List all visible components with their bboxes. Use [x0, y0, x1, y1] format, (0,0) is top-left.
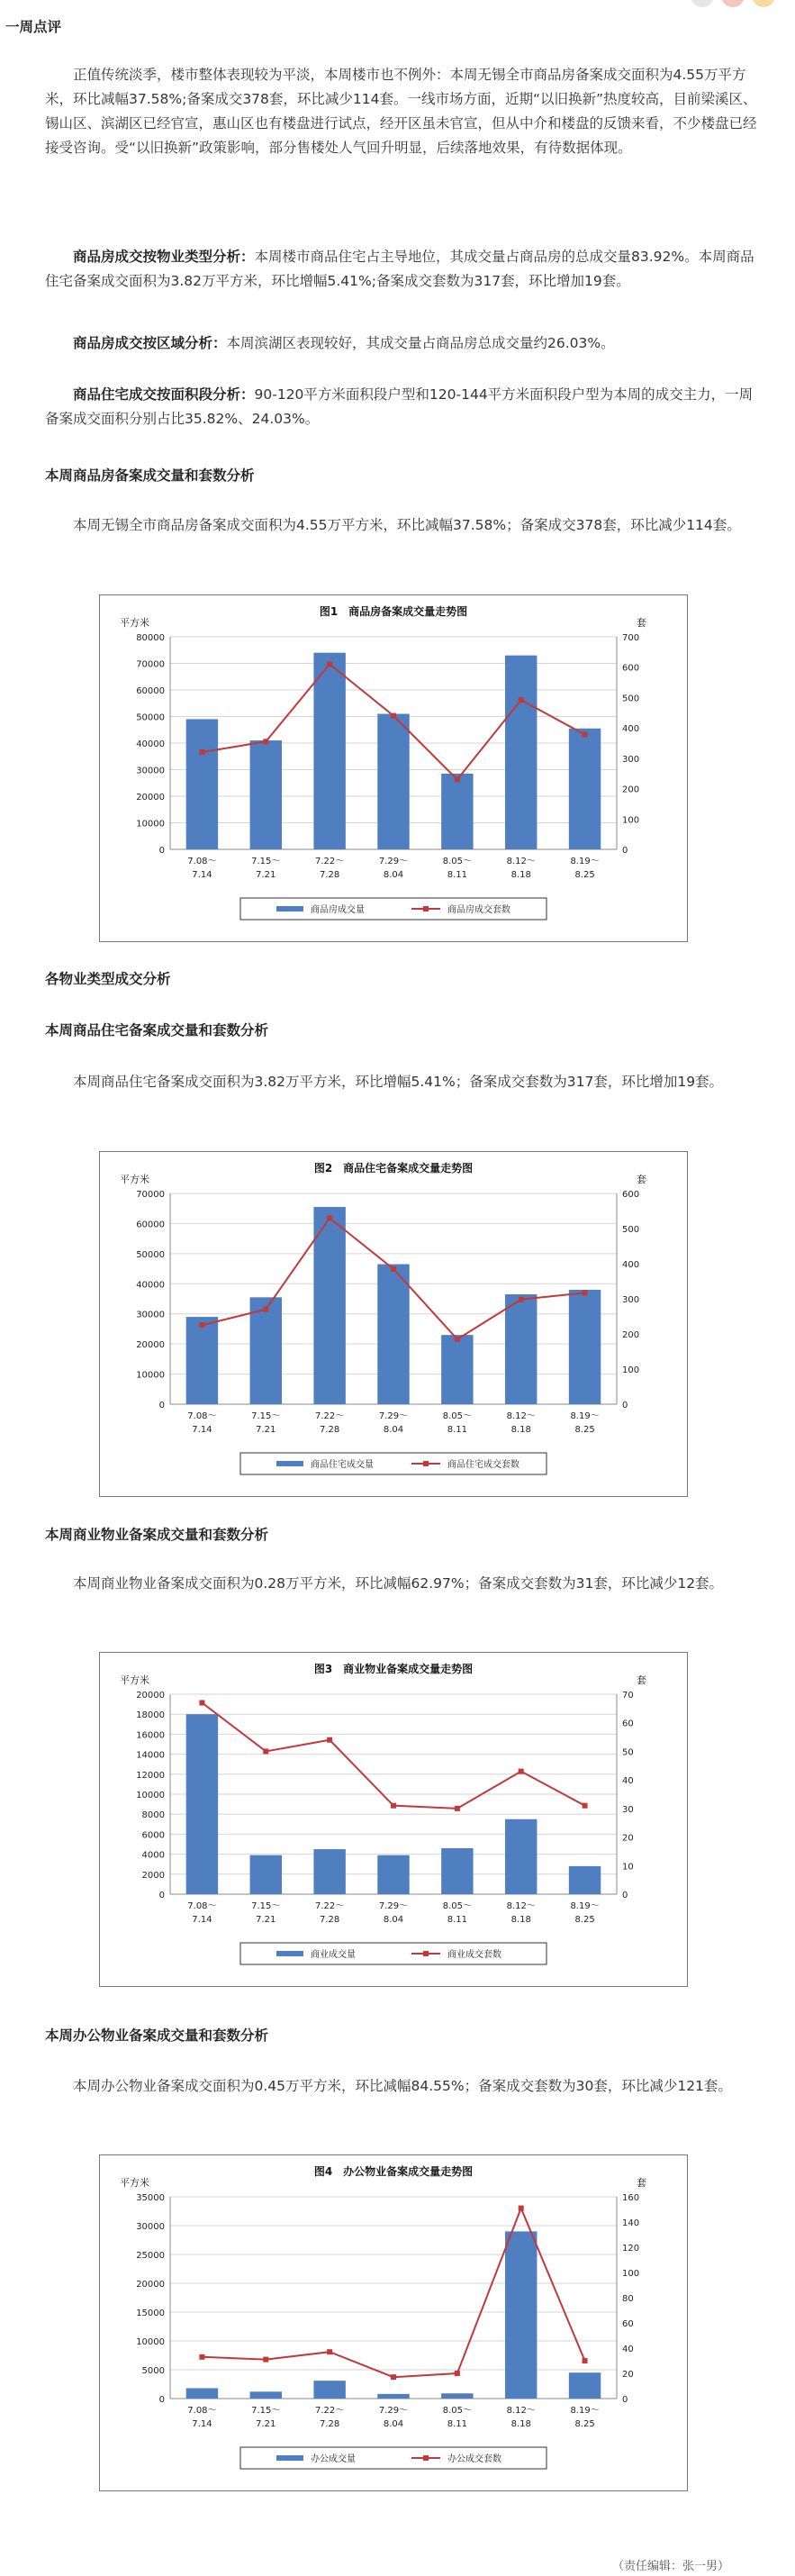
y-left-tick-label: 5000 — [141, 2366, 165, 2376]
y-left-tick-label: 18000 — [136, 1710, 165, 1721]
y-right-tick-label: 400 — [622, 1260, 640, 1270]
x-tick-label: 8.19～ — [570, 1411, 600, 1421]
y-right-tick-label: 200 — [622, 1330, 640, 1340]
chart-title: 图2 商品住宅备案成交量走势图 — [313, 1162, 474, 1175]
bar — [505, 1819, 537, 1894]
legend-line-marker — [423, 2455, 429, 2461]
x-tick-label: 7.28 — [320, 1425, 340, 1435]
legend-bar-swatch — [276, 1461, 303, 1466]
y-right-tick-label: 600 — [622, 663, 640, 674]
y-right-label: 套 — [637, 617, 646, 629]
bar — [250, 1297, 282, 1404]
y-left-tick-label: 6000 — [141, 1830, 165, 1841]
y-left-tick-label: 0 — [158, 846, 165, 856]
line-point — [391, 713, 396, 719]
x-tick-label: 7.29～ — [378, 1411, 409, 1421]
y-left-tick-label: 14000 — [136, 1750, 165, 1761]
bar — [505, 1294, 537, 1404]
x-tick-label: 8.05～ — [442, 857, 472, 866]
y-left-label: 平方米 — [120, 1174, 149, 1185]
y-right-tick-label: 80 — [622, 2294, 634, 2304]
line-point — [583, 1803, 588, 1809]
x-tick-label: 8.18 — [510, 1915, 531, 1925]
y-right-tick-label: 140 — [622, 2218, 640, 2228]
x-tick-label: 8.19～ — [570, 857, 600, 866]
bar — [377, 1265, 409, 1404]
y-left-tick-label: 15000 — [136, 2308, 165, 2318]
region-analysis-text: 本周滨湖区表现较好，其成交量占商品房总成交量约26.03%。 — [226, 335, 615, 351]
bar — [505, 2231, 537, 2399]
y-right-tick-label: 30 — [622, 1804, 634, 1815]
total-paragraph: 本周无锡全市商品房备案成交面积为4.55万平方米，环比减幅37.58%；备案成交378套，环比减少114套。 — [73, 517, 741, 533]
type-analysis-paragraph — [45, 245, 765, 294]
x-tick-label: 7.14 — [192, 870, 212, 880]
y-left-tick-label: 25000 — [136, 2251, 165, 2261]
y-left-tick-label: 10000 — [136, 1370, 165, 1381]
heading-commercial: 本周商业物业备案成交量和套数分析 — [45, 1527, 269, 1543]
bar — [250, 2391, 282, 2399]
legend-line-marker — [423, 906, 429, 912]
x-tick-label: 7.14 — [192, 1915, 212, 1925]
line-point — [327, 1737, 332, 1743]
x-tick-label: 8.12～ — [506, 1901, 536, 1911]
bar — [441, 1335, 473, 1404]
x-tick-label: 7.22～ — [315, 1901, 345, 1911]
line-point — [199, 2354, 204, 2360]
editor-credit: （责任编辑：张一男） — [612, 2560, 730, 2573]
legend-bar-swatch — [276, 906, 303, 912]
legend-bar-label: 商品住宅成交量 — [311, 1460, 374, 1470]
y-right-tick-label: 0 — [622, 1891, 628, 1900]
y-right-tick-label: 0 — [622, 2395, 628, 2405]
line-point — [391, 1266, 396, 1272]
bar — [377, 2394, 409, 2399]
x-tick-label: 7.14 — [192, 2419, 212, 2429]
y-left-tick-label: 30000 — [136, 1310, 165, 1320]
y-left-tick-label: 8000 — [141, 1810, 165, 1821]
x-tick-label: 8.18 — [510, 1425, 531, 1435]
legend-line-marker — [423, 1461, 429, 1466]
legend-line-label: 商品住宅成交套数 — [447, 1460, 519, 1470]
bar — [313, 1849, 345, 1894]
bar — [569, 729, 601, 849]
line-point — [263, 1307, 268, 1312]
chart-1 — [100, 595, 687, 941]
area-analysis-text: 90-120平方米面积段户型和120-144平方米面积段户型为本周的成交主力，一周备案成交面积分别占比35.82%、24.03%。 — [45, 386, 754, 427]
x-tick-label: 7.14 — [192, 1425, 212, 1435]
y-left-tick-label: 0 — [158, 2395, 165, 2405]
line-point — [327, 661, 332, 667]
intro-paragraph: 正值传统淡季，楼市整体表现较为平淡，本周楼市也不例外：本周无锡全市商品房备案成交面积为4.55万平方米，环比减幅37.58%;备案成交378套，环比减少114套。一线市场方面，近期“以旧换新”热度较高，目前梁溪区、锡山区、滨湖区已经官宣，惠山区也有楼盘进行试点，经开区虽未官宣，但从中介和楼盘的反馈来看，不少楼盘已经接受咨询。受“以旧换新”政策影响，部分售楼处人气回升明显，后续落地效果，有待数据体现。 — [45, 67, 757, 156]
y-right-tick-label: 120 — [622, 2244, 640, 2254]
y-left-tick-label: 16000 — [136, 1730, 165, 1741]
bar — [313, 2381, 345, 2399]
share-icon-c[interactable] — [752, 0, 775, 7]
y-left-tick-label: 30000 — [136, 2222, 165, 2232]
y-right-label: 套 — [637, 1674, 646, 1686]
bar — [186, 1317, 218, 1404]
legend-line-label: 商业成交套数 — [447, 1950, 501, 1960]
x-tick-label: 8.25 — [574, 2419, 595, 2429]
bar — [313, 1207, 345, 1404]
y-left-tick-label: 40000 — [136, 1280, 165, 1291]
legend-line-label: 商品房成交套数 — [447, 905, 510, 915]
y-left-tick-label: 60000 — [136, 1220, 165, 1230]
y-right-tick-label: 100 — [622, 1365, 640, 1375]
chart-3 — [100, 1653, 687, 1986]
y-left-tick-label: 10000 — [136, 2337, 165, 2347]
x-tick-label: 8.11 — [447, 1915, 467, 1925]
x-tick-label: 8.05～ — [442, 2406, 472, 2416]
y-right-tick-label: 0 — [622, 1401, 628, 1410]
figure-4 — [99, 2154, 688, 2491]
line-point — [455, 1806, 460, 1811]
bar — [250, 740, 282, 849]
x-tick-label: 8.04 — [383, 1915, 404, 1925]
y-right-tick-label: 600 — [622, 1190, 640, 1200]
x-tick-label: 7.15～ — [251, 2406, 281, 2416]
line-point — [519, 697, 524, 703]
y-right-tick-label: 400 — [622, 724, 640, 735]
residential-paragraph: 本周商品住宅备案成交面积为3.82万平方米，环比增幅5.41%；备案成交套数为317套，环比增加19套。 — [73, 1074, 724, 1090]
legend-bar-label: 商业成交量 — [311, 1950, 356, 1960]
line-point — [391, 1803, 396, 1809]
bar — [569, 1290, 601, 1404]
x-tick-label: 7.08～ — [187, 2406, 217, 2416]
x-tick-label: 7.29～ — [378, 1901, 409, 1911]
y-right-tick-label: 160 — [622, 2193, 640, 2203]
series-line — [202, 1703, 584, 1809]
x-tick-label: 8.04 — [383, 2419, 404, 2429]
y-right-tick-label: 0 — [622, 846, 628, 856]
y-right-tick-label: 500 — [622, 694, 640, 704]
figure-3 — [99, 1652, 688, 1987]
x-tick-label: 8.04 — [383, 870, 404, 880]
chart-title: 图3 商业物业备案成交量走势图 — [313, 1663, 474, 1675]
x-tick-label: 8.25 — [574, 870, 595, 880]
x-tick-label: 8.05～ — [442, 1411, 472, 1421]
line-point — [263, 739, 268, 744]
y-left-tick-label: 20000 — [136, 1340, 165, 1351]
line-point — [199, 1322, 204, 1328]
x-tick-label: 7.15～ — [251, 857, 281, 866]
legend-bar-label: 办公成交量 — [311, 2454, 356, 2464]
bar — [505, 656, 537, 849]
x-tick-label: 7.29～ — [378, 857, 409, 866]
x-tick-label: 8.11 — [447, 1425, 467, 1435]
share-icons — [691, 0, 775, 7]
bar — [569, 2372, 601, 2399]
bar — [313, 653, 345, 849]
y-left-tick-label: 0 — [158, 1891, 165, 1900]
y-left-tick-label: 10000 — [136, 819, 165, 830]
y-left-label: 平方米 — [120, 1674, 149, 1686]
office-paragraph: 本周办公物业备案成交面积为0.45万平方米，环比减幅84.55%；备案成交套数为30套，环比减少121套。 — [73, 2078, 732, 2094]
area-analysis-paragraph — [45, 383, 765, 431]
x-tick-label: 7.22～ — [315, 1411, 345, 1421]
y-right-tick-label: 50 — [622, 1747, 634, 1758]
x-tick-label: 7.21 — [256, 2419, 276, 2429]
y-left-tick-label: 10000 — [136, 1791, 165, 1800]
y-left-label: 平方米 — [120, 2177, 149, 2189]
figure-2 — [99, 1151, 688, 1497]
y-left-tick-label: 40000 — [136, 739, 165, 749]
line-point — [327, 2349, 332, 2354]
x-tick-label: 8.18 — [510, 870, 531, 880]
bar — [186, 719, 218, 849]
y-right-tick-label: 70 — [622, 1691, 634, 1701]
x-tick-label: 7.08～ — [187, 1411, 217, 1421]
y-left-tick-label: 70000 — [136, 659, 165, 670]
line-point — [583, 2358, 588, 2363]
y-right-tick-label: 40 — [622, 1776, 634, 1787]
x-tick-label: 7.22～ — [315, 857, 345, 866]
line-point — [263, 1748, 268, 1754]
x-tick-label: 8.12～ — [506, 2406, 536, 2416]
heading-weekly-review: 一周点评 — [5, 19, 62, 35]
heading-office: 本周办公物业备案成交量和套数分析 — [45, 2027, 269, 2044]
y-right-tick-label: 40 — [622, 2345, 634, 2354]
y-right-label: 套 — [637, 2177, 646, 2189]
x-tick-label: 7.15～ — [251, 1411, 281, 1421]
share-icon-a[interactable] — [691, 0, 714, 7]
y-left-tick-label: 20000 — [136, 793, 165, 803]
y-right-tick-label: 700 — [622, 633, 640, 643]
y-right-tick-label: 300 — [622, 1295, 640, 1305]
x-tick-label: 8.12～ — [506, 857, 536, 866]
heading-property-types: 各物业类型成交分析 — [45, 971, 171, 987]
y-left-tick-label: 80000 — [136, 633, 165, 643]
area-analysis-label: 商品住宅成交按面积段分析： — [73, 386, 255, 403]
figure-1 — [99, 594, 688, 942]
x-tick-label: 7.21 — [256, 1915, 276, 1925]
line-point — [199, 1701, 204, 1706]
type-analysis-label: 商品房成交按物业类型分析： — [73, 249, 255, 265]
line-point — [519, 2206, 524, 2211]
y-left-tick-label: 4000 — [141, 1850, 165, 1861]
x-tick-label: 7.08～ — [187, 1901, 217, 1911]
legend-line-marker — [423, 1951, 429, 1956]
y-right-tick-label: 20 — [622, 1833, 634, 1844]
x-tick-label: 8.19～ — [570, 2406, 600, 2416]
y-left-label: 平方米 — [120, 617, 149, 629]
y-left-tick-label: 60000 — [136, 686, 165, 696]
x-tick-label: 7.28 — [320, 1915, 340, 1925]
y-right-tick-label: 60 — [622, 2319, 634, 2329]
x-tick-label: 8.25 — [574, 1915, 595, 1925]
line-point — [519, 1297, 524, 1302]
y-left-tick-label: 50000 — [136, 712, 165, 723]
y-right-tick-label: 300 — [622, 754, 640, 765]
x-tick-label: 7.28 — [320, 870, 340, 880]
bar — [441, 2393, 473, 2399]
y-left-tick-label: 20000 — [136, 1691, 165, 1701]
heading-residential: 本周商品住宅备案成交量和套数分析 — [45, 1022, 269, 1039]
chart-4 — [100, 2155, 687, 2490]
x-tick-label: 7.21 — [256, 870, 276, 880]
x-tick-label: 7.29～ — [378, 2406, 409, 2416]
line-point — [583, 732, 588, 738]
y-right-tick-label: 500 — [622, 1225, 640, 1235]
heading-total: 本周商品房备案成交量和套数分析 — [45, 467, 255, 484]
line-point — [583, 1290, 588, 1295]
line-point — [455, 2371, 460, 2376]
y-left-tick-label: 0 — [158, 1401, 165, 1410]
line-point — [455, 1337, 460, 1342]
share-icon-b[interactable] — [721, 0, 745, 7]
bar — [569, 1866, 601, 1894]
chart-2 — [100, 1152, 687, 1496]
commercial-paragraph: 本周商业物业备案成交面积为0.28万平方米，环比减幅62.97%；备案成交套数为31套，环比减少12套。 — [73, 1575, 724, 1592]
y-right-tick-label: 100 — [622, 815, 640, 826]
bar — [441, 1848, 473, 1894]
line-point — [519, 1769, 524, 1774]
line-point — [455, 776, 460, 782]
bar — [377, 714, 409, 849]
region-analysis-paragraph — [45, 331, 765, 356]
x-tick-label: 7.22～ — [315, 2406, 345, 2416]
x-tick-label: 8.12～ — [506, 1411, 536, 1421]
x-tick-label: 8.19～ — [570, 1901, 600, 1911]
x-tick-label: 7.28 — [320, 2419, 340, 2429]
legend-bar-label: 商品房成交量 — [311, 905, 365, 915]
line-point — [327, 1215, 332, 1220]
bar — [250, 1855, 282, 1894]
bar — [441, 774, 473, 849]
y-left-tick-label: 2000 — [141, 1870, 165, 1881]
y-left-tick-label: 12000 — [136, 1770, 165, 1781]
bar — [186, 1714, 218, 1894]
line-point — [391, 2374, 396, 2380]
x-tick-label: 8.11 — [447, 2419, 467, 2429]
x-tick-label: 8.11 — [447, 870, 467, 880]
y-right-label: 套 — [637, 1174, 646, 1185]
y-left-tick-label: 50000 — [136, 1249, 165, 1260]
y-right-tick-label: 100 — [622, 2269, 640, 2279]
x-tick-label: 7.08～ — [187, 857, 217, 866]
x-tick-label: 8.18 — [510, 2419, 531, 2429]
y-left-tick-label: 30000 — [136, 766, 165, 776]
y-right-tick-label: 60 — [622, 1719, 634, 1729]
x-tick-label: 7.21 — [256, 1425, 276, 1435]
y-right-tick-label: 10 — [622, 1862, 634, 1873]
line-point — [263, 2357, 268, 2363]
y-left-tick-label: 35000 — [136, 2193, 165, 2203]
chart-title: 图4 办公物业备案成交量走势图 — [313, 2165, 474, 2178]
y-left-tick-label: 70000 — [136, 1190, 165, 1200]
line-point — [199, 749, 204, 755]
legend-bar-swatch — [276, 1951, 303, 1956]
x-tick-label: 8.25 — [574, 1425, 595, 1435]
x-tick-label: 8.05～ — [442, 1901, 472, 1911]
type-analysis-text: 本周楼市商品住宅占主导地位，其成交量占商品房的总成交量83.92%。本周商品住宅备案成交面积为3.82万平方米，环比增幅5.41%;备案成交套数为317套，环比增加19套。 — [45, 249, 754, 289]
y-right-tick-label: 20 — [622, 2370, 634, 2380]
bar — [186, 2388, 218, 2399]
region-analysis-label: 商品房成交按区域分析： — [73, 335, 227, 351]
legend-bar-swatch — [276, 2455, 303, 2461]
x-tick-label: 7.15～ — [251, 1901, 281, 1911]
y-right-tick-label: 200 — [622, 785, 640, 795]
legend-line-label: 办公成交套数 — [447, 2454, 501, 2464]
y-left-tick-label: 20000 — [136, 2280, 165, 2290]
x-tick-label: 8.04 — [383, 1425, 404, 1435]
chart-title: 图1 商品房备案成交量走势图 — [319, 605, 468, 618]
bar — [377, 1855, 409, 1894]
